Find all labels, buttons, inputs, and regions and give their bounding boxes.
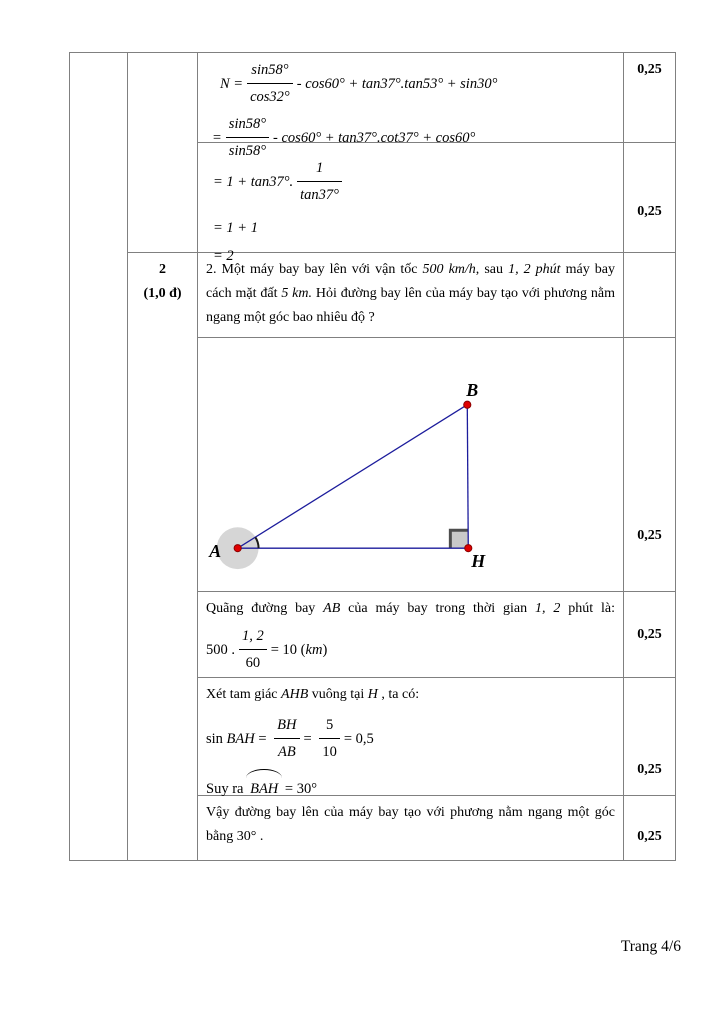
unit-paren: ) xyxy=(322,641,328,658)
sentence-text: vuông tại xyxy=(308,687,368,702)
sentence-text: Quãng đường bay xyxy=(206,601,324,616)
triangle-diagram-cell xyxy=(198,338,624,592)
score-value: 0,25 xyxy=(637,829,662,844)
fraction xyxy=(239,624,267,675)
score-cell-empty xyxy=(624,253,675,338)
segment-name: AB xyxy=(323,601,341,616)
angle-name: BAH xyxy=(226,730,259,747)
question-number: 2 xyxy=(159,262,166,277)
fraction-denominator: cos32° xyxy=(250,89,290,105)
fraction-denominator: tan37° xyxy=(300,187,339,203)
equals-sign: = xyxy=(258,730,271,747)
fraction-numerator: 1 xyxy=(297,156,342,182)
fraction-numerator: 5 xyxy=(319,713,340,739)
statement-value: 500 km/h xyxy=(422,262,476,277)
solution-step-simplify xyxy=(198,143,624,264)
solution-step-distance xyxy=(198,592,624,678)
segment-bh xyxy=(467,405,468,548)
angle-result: = 30° xyxy=(281,781,318,797)
fraction-numerator: 1, 2 xyxy=(239,624,267,650)
statement-value: 1, 2 phút xyxy=(508,262,561,277)
sine-formula xyxy=(206,713,615,764)
question-points: (1,0 đ) xyxy=(143,286,182,301)
statement-text: máy bay cách mặt đất xyxy=(206,262,615,301)
result-value: = 0,5 xyxy=(343,730,374,747)
label-b: B xyxy=(466,379,479,400)
formula-line-2: = 1 + 1 xyxy=(213,220,258,236)
final-answer-cell xyxy=(198,796,624,860)
fraction xyxy=(319,713,340,764)
fraction-denominator: 60 xyxy=(245,655,261,671)
triangle-name: AHB xyxy=(281,687,309,702)
answer-text: . xyxy=(256,829,264,844)
statement-value: 5 km. xyxy=(281,286,313,301)
fraction xyxy=(274,713,299,764)
distance-sentence xyxy=(206,597,615,621)
fraction-denominator: 10 xyxy=(322,744,337,760)
problem-statement-cell xyxy=(198,253,624,338)
angle-with-arc: BAH xyxy=(247,777,281,801)
fraction-denominator: sin58° xyxy=(228,143,267,159)
segment-ab xyxy=(238,405,468,548)
statement-text: , sau xyxy=(475,262,509,277)
formula-equals: = 10 ( xyxy=(270,641,306,658)
formula-rest: - cos60° + tan37°.tan53° + sin30° xyxy=(296,75,498,92)
formula-rest: - cos60° + tan37°.cot37° + cos60° xyxy=(273,129,476,146)
fraction-numerator: sin58° xyxy=(247,58,293,84)
statement-text: Hỏi đường bay lên của máy bay tạo với phương nằm ngang một góc bao nhiêu độ ? xyxy=(206,286,616,325)
sentence-text: , ta có: xyxy=(377,687,420,702)
score-value: 0,25 xyxy=(637,627,662,642)
sin-function: sin xyxy=(206,730,227,747)
fraction-numerator: sin58° xyxy=(226,112,269,138)
problem-statement xyxy=(206,258,615,330)
time-value: 1, 2 xyxy=(534,601,561,616)
score-value: 0,25 xyxy=(637,204,662,219)
label-a: A xyxy=(209,541,222,562)
fraction-numerator: BH xyxy=(274,713,299,739)
conclusion-text: Suy ra xyxy=(206,781,248,797)
score-value: 0,25 xyxy=(637,762,662,777)
formula-unit: km xyxy=(305,641,323,658)
final-answer xyxy=(206,801,615,849)
distance-formula xyxy=(206,624,615,675)
fraction xyxy=(297,156,342,207)
score-cell xyxy=(624,796,675,860)
fraction-denominator: AB xyxy=(277,744,296,760)
formula-lhs: = 1 + tan37°. xyxy=(213,173,294,190)
triangle-diagram xyxy=(198,338,623,591)
equals-sign: = xyxy=(303,730,316,747)
answer-angle: 30° xyxy=(236,829,257,844)
score-cell xyxy=(624,592,675,678)
page-footer: Trang 4/6 xyxy=(620,938,681,955)
formula-lhs: = xyxy=(212,129,222,146)
solution-step-n-formula xyxy=(198,53,624,159)
score-cell xyxy=(624,338,675,592)
statement-text: 2. Một máy bay bay lên với vận tốc xyxy=(206,262,423,277)
solution-step-sine xyxy=(198,678,624,796)
point-b xyxy=(464,401,471,408)
formula-line-3: = 2 xyxy=(213,248,234,264)
point-a xyxy=(234,545,241,552)
formula-lhs: N = xyxy=(220,75,244,92)
fraction xyxy=(247,58,293,109)
sentence-text: phút là: xyxy=(560,601,615,616)
sentence-text: của máy bay trong thời gian xyxy=(340,601,535,616)
label-h: H xyxy=(471,551,486,572)
triangle-sentence xyxy=(206,683,615,707)
score-cell xyxy=(624,143,675,253)
score-value: 0,25 xyxy=(637,62,662,77)
question-number-cell xyxy=(128,253,198,860)
question-number-empty-cell xyxy=(128,53,198,253)
vertex-name: H xyxy=(367,687,378,702)
formula-line-1 xyxy=(213,156,615,207)
outer-question-column-cell xyxy=(70,53,128,860)
answer-text: Vậy đường bay lên của máy bay tạo với phương nằm ngang một góc bằng xyxy=(206,805,615,844)
formula-lhs: 500 . xyxy=(206,641,235,658)
formula-line-1 xyxy=(220,58,615,109)
answer-key-table xyxy=(69,52,676,861)
score-cell xyxy=(624,53,675,143)
score-value: 0,25 xyxy=(637,528,662,543)
score-cell xyxy=(624,678,675,796)
sentence-text: Xét tam giác xyxy=(206,687,282,702)
